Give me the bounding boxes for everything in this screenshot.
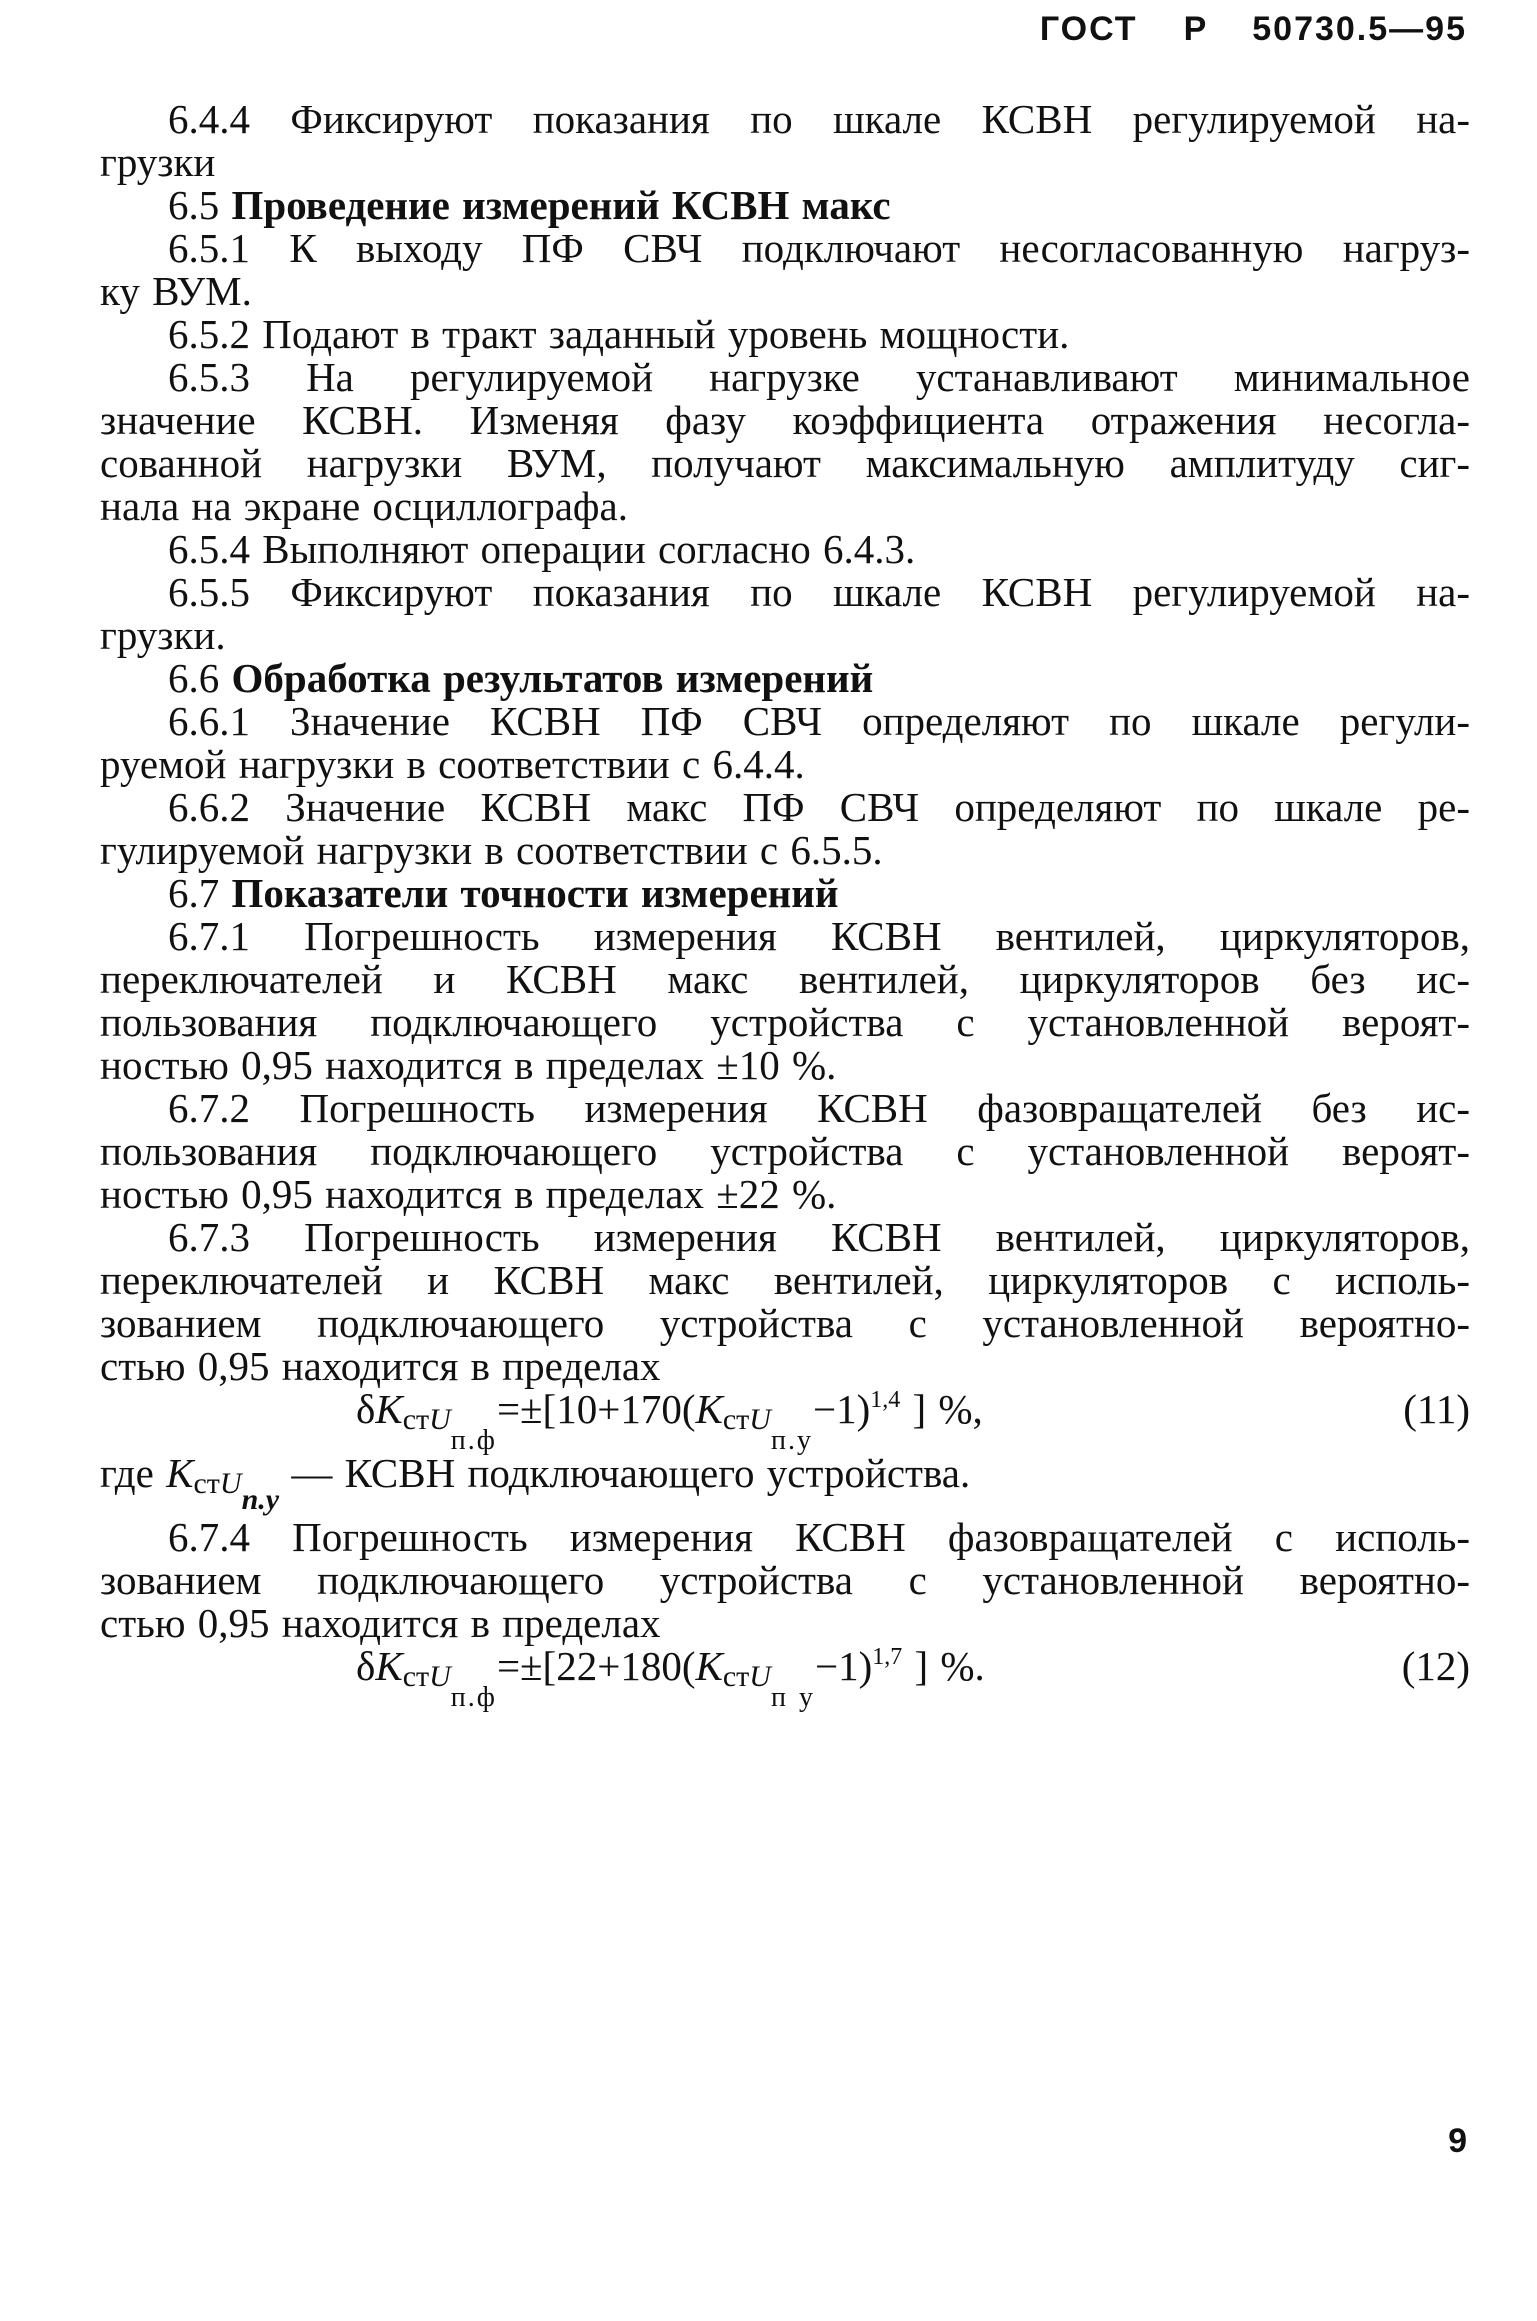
text-line: сованной нагрузки ВУМ, получают максимальную амплитуду сиг- bbox=[100, 440, 1470, 486]
where-line bbox=[100, 1452, 1470, 1516]
section-title: Проведение измерений КСВН макс bbox=[231, 182, 891, 228]
text-line: 6.4.4 Фиксируют показания по шкале КСВН регулируемой на- bbox=[168, 96, 1470, 142]
text-line: 6.6.1 Значение КСВН ПФ СВЧ определяют по шкале регули- bbox=[168, 698, 1470, 744]
formula-symbol: K bbox=[375, 1386, 403, 1432]
text-line: 6.5.5 Фиксируют показания по шкале КСВН регулируемой на- bbox=[168, 569, 1470, 615]
text-line: гулируемой нагрузки в соответствии с 6.5.5. bbox=[100, 827, 883, 873]
where-text: — КСВН подключающего устройства. bbox=[279, 1450, 971, 1496]
formula-11-expression bbox=[356, 1386, 983, 1456]
text-line: 6.7.4 Погрешность измерения КСВН фазовращателей с исполь- bbox=[168, 1514, 1470, 1560]
page-number: 9 bbox=[1448, 2122, 1467, 2160]
formula-text: =±[22+180( bbox=[496, 1643, 696, 1689]
where-symbol: K bbox=[166, 1450, 194, 1496]
where-prefix: где bbox=[100, 1450, 154, 1496]
text-line: ку ВУМ. bbox=[100, 268, 252, 314]
formula-subscript: U bbox=[749, 1660, 771, 1693]
formula-symbol: K bbox=[375, 1643, 403, 1689]
formula-subscript: п.у bbox=[770, 1425, 813, 1456]
formula-subscript: ст bbox=[722, 1403, 750, 1436]
section-number: 6.6 bbox=[168, 655, 232, 701]
text-line: ностью 0,95 находится в пределах ±22 %. bbox=[100, 1171, 837, 1217]
text-line: стью 0,95 находится в пределах bbox=[100, 1600, 661, 1646]
text-line: пользования подключающего устройства с установленной вероят- bbox=[100, 1128, 1470, 1174]
formula-12 bbox=[100, 1643, 1470, 1713]
text-line: переключателей и КСВН макс вентилей, циркуляторов с исполь- bbox=[100, 1257, 1470, 1303]
formula-subscript: U bbox=[749, 1403, 771, 1436]
text-line: ностью 0,95 находится в пределах ±10 %. bbox=[100, 1042, 837, 1088]
formula-delta: δ bbox=[356, 1643, 376, 1689]
formula-12-number: (12) bbox=[1401, 1643, 1470, 1689]
text-line: 6.5.2 Подают в тракт заданный уровень мощности. bbox=[168, 311, 1070, 357]
text-line: грузки bbox=[100, 139, 216, 185]
text-line: 6.5.3 На регулируемой нагрузке устанавливают минимальное bbox=[168, 354, 1470, 400]
formula-subscript: ст bbox=[722, 1660, 750, 1693]
formula-12-expression bbox=[356, 1643, 985, 1713]
formula-subscript: ст bbox=[402, 1660, 430, 1693]
text-line: грузки. bbox=[100, 612, 226, 658]
formula-subscript: U bbox=[429, 1403, 451, 1436]
section-number: 6.7 bbox=[168, 870, 232, 916]
text-line: пользования подключающего устройства с установленной вероят- bbox=[100, 999, 1470, 1045]
text-line: 6.7.3 Погрешность измерения КСВН вентилей, циркуляторов, bbox=[168, 1214, 1470, 1260]
formula-subscript: п.ф bbox=[450, 1425, 497, 1456]
formula-subscript: п.ф bbox=[450, 1682, 497, 1713]
formula-text: −1) bbox=[812, 1386, 871, 1432]
formula-11-number: (11) bbox=[1403, 1386, 1470, 1432]
text-line: 6.7.2 Погрешность измерения КСВН фазовращателей без ис- bbox=[168, 1085, 1470, 1131]
section-number: 6.5 bbox=[168, 182, 232, 228]
formula-exponent: 1,7 bbox=[872, 1644, 903, 1670]
text-line: 6.6.2 Значение КСВН макс ПФ СВЧ определяют по шкале ре- bbox=[168, 784, 1470, 830]
formula-delta: δ bbox=[356, 1386, 376, 1432]
header-p: Р bbox=[1183, 10, 1209, 48]
formula-subscript: п у bbox=[770, 1682, 815, 1713]
header-gost: ГОСТ bbox=[1039, 10, 1138, 48]
where-subscript: U bbox=[219, 1467, 242, 1500]
text-line: зованием подключающего устройства с установленной вероятно- bbox=[100, 1557, 1470, 1603]
formula-11 bbox=[100, 1386, 1470, 1456]
section-heading-6-6 bbox=[100, 657, 1470, 700]
where-subscript: п.у bbox=[241, 1483, 280, 1516]
where-subscript: ст bbox=[193, 1467, 220, 1500]
text-line: нала на экране осциллографа. bbox=[100, 483, 628, 529]
text-line: руемой нагрузки в соответствии с 6.4.4. bbox=[100, 741, 805, 787]
formula-text: =±[10+170( bbox=[496, 1386, 696, 1432]
text-line: зованием подключающего устройства с установленной вероятно- bbox=[100, 1300, 1470, 1346]
formula-symbol: K bbox=[695, 1643, 723, 1689]
section-title: Показатели точности измерений bbox=[231, 870, 839, 916]
formula-text: −1) bbox=[814, 1643, 873, 1689]
text-line: 6.7.1 Погрешность измерения КСВН вентилей, циркуляторов, bbox=[168, 913, 1470, 959]
section-heading-6-5 bbox=[100, 184, 1470, 227]
section-heading-6-7 bbox=[100, 872, 1470, 915]
body-text bbox=[100, 96, 1470, 1713]
text-line: переключателей и КСВН макс вентилей, циркуляторов без ис- bbox=[100, 956, 1470, 1002]
formula-symbol: K bbox=[695, 1386, 723, 1432]
formula-exponent: 1,4 bbox=[870, 1387, 901, 1413]
text-line: 6.5.1 К выходу ПФ СВЧ подключают несогласованную нагруз- bbox=[168, 225, 1470, 271]
page-header bbox=[1040, 10, 1467, 49]
header-number: 50730.5—95 bbox=[1252, 10, 1467, 48]
formula-subscript: ст bbox=[402, 1403, 430, 1436]
formula-subscript: U bbox=[429, 1660, 451, 1693]
formula-text: ] %, bbox=[900, 1386, 983, 1432]
text-line: значение КСВН. Изменяя фазу коэффициента отражения несогла- bbox=[100, 397, 1470, 443]
section-title: Обработка результатов измерений bbox=[231, 655, 874, 701]
formula-text: ] %. bbox=[902, 1643, 985, 1689]
text-line: 6.5.4 Выполняют операции согласно 6.4.3. bbox=[168, 526, 916, 572]
text-line: стью 0,95 находится в пределах bbox=[100, 1343, 661, 1389]
